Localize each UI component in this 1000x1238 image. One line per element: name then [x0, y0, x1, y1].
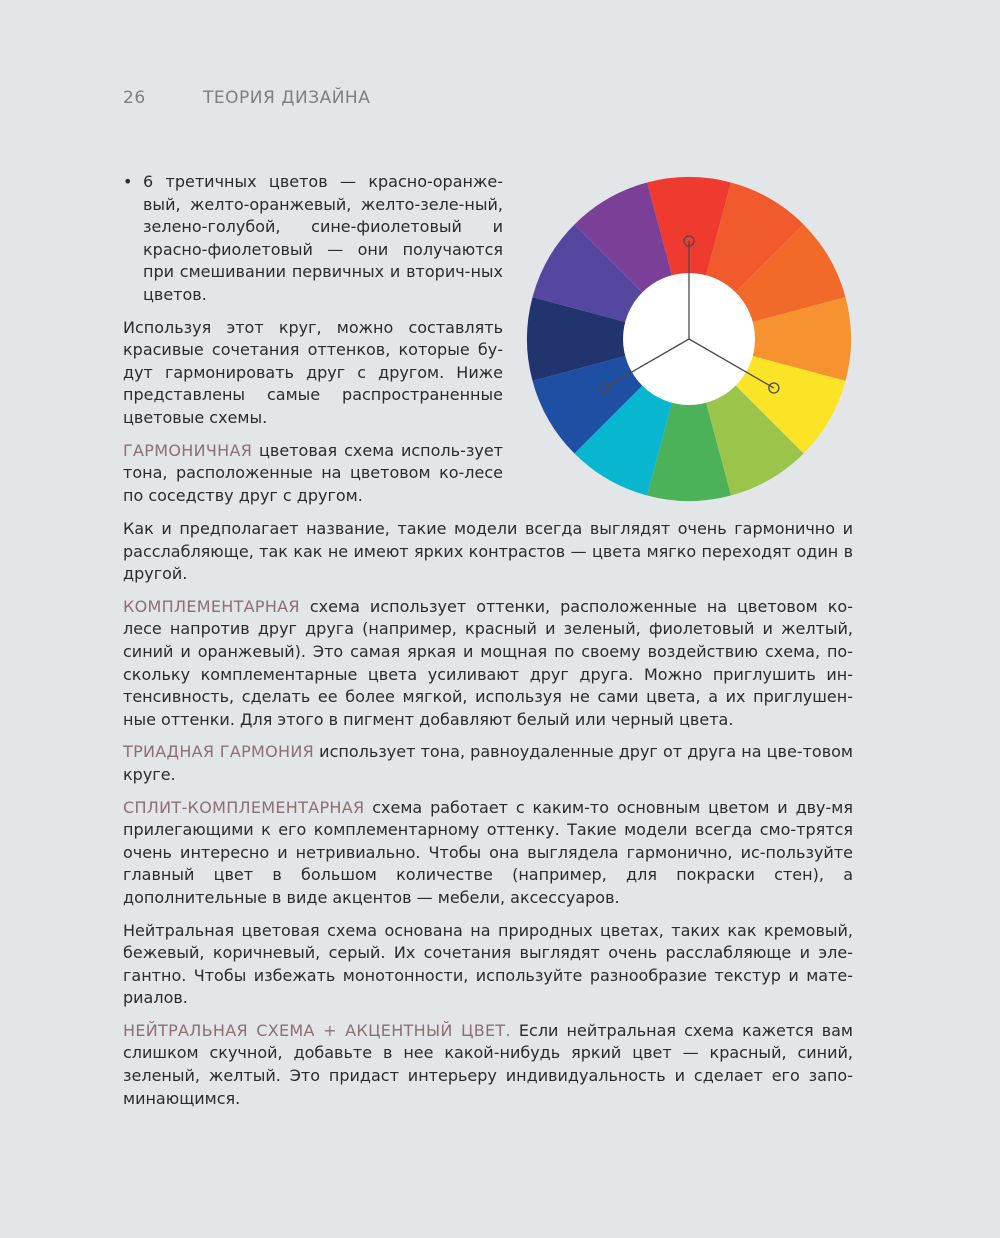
triad-term: ТРИАДНАЯ ГАРМОНИЯ [123, 742, 315, 762]
bullet-marker: • [123, 172, 133, 191]
accent-text: Если нейтральная схема кажется вам слишком скучной, добавьте в нее какой-нибудь яркий цвет — красный, синий, зеленый, желтый. Это придаст интерьеру индивидуальность и сделает его запо-минающимся. [123, 1020, 853, 1108]
split-text: схема работает с каким-то основным цветом и дву-мя прилегающими к его комплементарному оттенку. Такие модели всегда смо-трятся очень интересно и нетривиально. Чтобы она выглядела гармонично, ис-пользуйте главный цвет в большом количестве (например, для покраски стен), а дополнительные в виде акцентов — мебели, аксессуаров. [123, 797, 853, 907]
intro-column [123, 171, 503, 517]
color-wheel [524, 174, 854, 504]
page-header [123, 88, 370, 108]
harmonic-continuation: Как и предполагает название, такие модели всегда выглядят очень гармонично и расслабляюще, так как не имеют ярких контрастов — цвета мягко переходят один в другой. [123, 519, 853, 584]
chapter-title: ТЕОРИЯ ДИЗАЙНА [203, 88, 371, 108]
complementary-term: КОМПЛЕМЕНТАРНАЯ [123, 596, 300, 616]
complementary-text: схема использует оттенки, расположенные на цветовом ко-лесе напротив друг друга (например, красный и зеленый, фиолетовый и желтый, синий и оранжевый). Это самая яркая и мощная по своему воздействию схема, по-скольку комплементарные цвета усиливают друг друга. Можно приглушить ин-тенсивность, сделать ее более мягкой, используя не сами цвета, а их приглушен-ные оттенки. Для этого в пигмент добавляют белый или черный цвета. [123, 596, 853, 729]
harmonic-paragraph [123, 440, 503, 508]
tertiary-colors-bullet [123, 171, 503, 307]
neutral-paragraph: Нейтральная цветовая схема основана на природных цветах, таких как кремовый, бежевый, коричневый, серый. Их сочетания выглядят очень расслабляюще и эле-гантно. Чтобы избежать монотонности, используйте разнообразие текстур и мате-риалов. [123, 920, 853, 1008]
intro-paragraph: Используя этот круг, можно составлять красивые сочетания оттенков, которые бу-дут гармонировать друг с другом. Ниже представлены самые распространенные цветовые схемы. [123, 317, 503, 427]
bullet-text: 6 третичных цветов — красно-оранже-вый, желто-оранжевый, желто-зеле-ный, зелено-голубой, сине-фиолетовый и красно-фиолетовый — они получаются при смешивании первичных и вторич-ных цветов. [143, 172, 503, 304]
triad-text: использует тона, равноудаленные друг от друга на цве-товом круге. [123, 742, 854, 784]
complementary-paragraph [123, 596, 853, 732]
triad-paragraph [123, 741, 853, 786]
page-number: 26 [123, 88, 146, 108]
split-term: СПЛИТ-КОМПЛЕМЕНТАРНАЯ [123, 797, 365, 817]
split-paragraph [123, 797, 853, 910]
accent-paragraph [123, 1020, 853, 1110]
main-text [123, 518, 853, 1120]
harmonic-term: ГАРМОНИЧНАЯ [123, 440, 253, 460]
accent-term: НЕЙТРАЛЬНАЯ СХЕМА + АКЦЕНТНЫЙ ЦВЕТ. [123, 1020, 511, 1040]
harmonic-text: цветовая схема исполь-зует тона, расположенные на цветовом ко-лесе по соседству друг с другом. [123, 440, 503, 505]
